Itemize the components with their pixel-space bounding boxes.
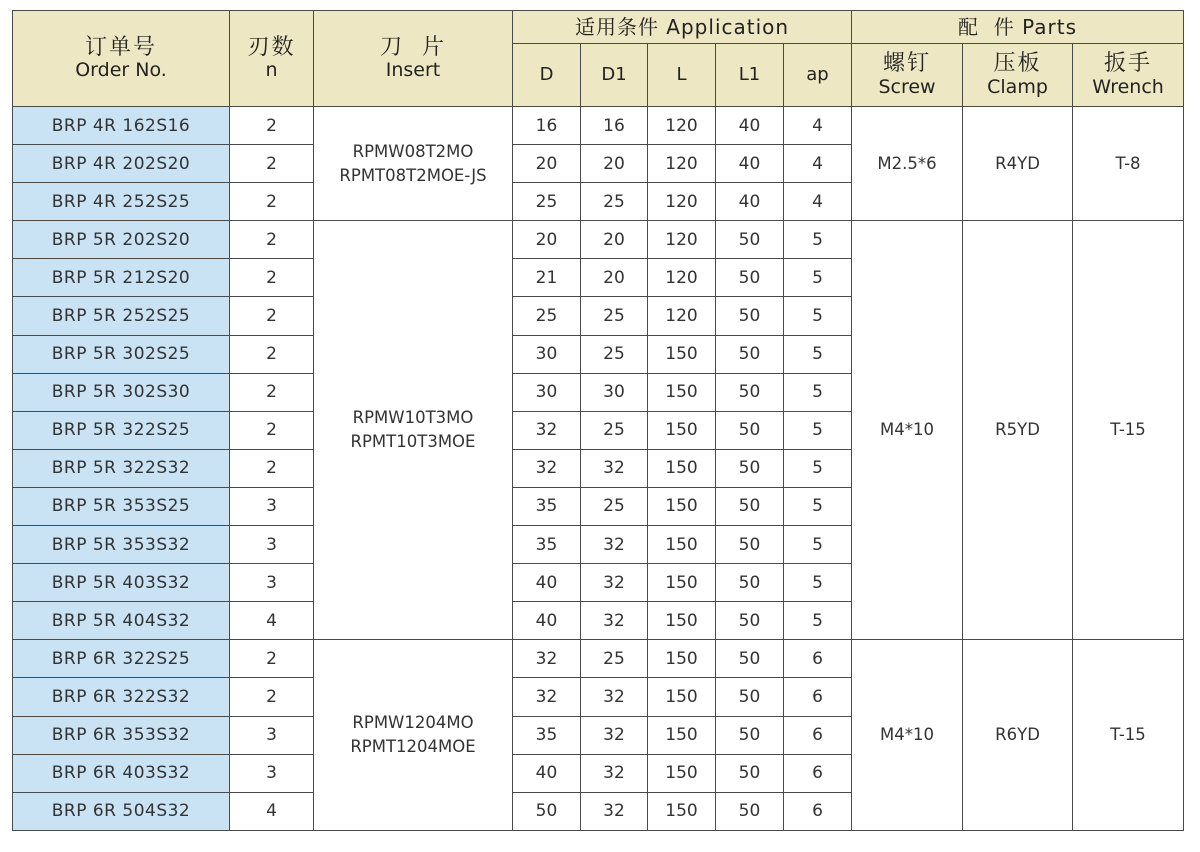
header-insert-en: Insert: [385, 59, 441, 82]
header-D1: D1: [581, 44, 648, 107]
order-no-cell: BRP 4R 252S25: [13, 183, 230, 221]
l1-cell: 50: [716, 449, 784, 487]
header-screw-en: Screw: [878, 75, 936, 98]
insert-code-1: RPMW10T3MO: [352, 408, 474, 428]
screw-cell: M4*10: [852, 221, 963, 640]
table-row: [13, 221, 1184, 259]
order-no-cell: BRP 5R 302S30: [13, 373, 230, 411]
spec-table: [12, 10, 1184, 831]
order-no-cell: BRP 5R 302S25: [13, 335, 230, 373]
header-wrench-en: Wrench: [1092, 75, 1164, 98]
ap-cell: 6: [784, 640, 852, 678]
l-cell: 150: [648, 792, 716, 830]
ap-cell: 6: [784, 754, 852, 792]
d1-cell: 25: [581, 297, 648, 335]
blades-cell: 3: [230, 754, 314, 792]
header-blades: [230, 11, 314, 107]
wrench-cell: T-15: [1073, 221, 1184, 640]
blades-cell: 2: [230, 640, 314, 678]
header-order-no: [13, 11, 230, 107]
insert-code-1: RPMW08T2MO: [352, 141, 474, 161]
header-order-en: Order No.: [75, 59, 167, 82]
header-D: D: [513, 44, 581, 107]
ap-cell: 5: [784, 487, 852, 525]
d-cell: 16: [513, 107, 581, 145]
clamp-cell: R4YD: [963, 107, 1073, 221]
l1-cell: 50: [716, 335, 784, 373]
l1-cell: 50: [716, 373, 784, 411]
header-insert: [314, 11, 513, 107]
l1-cell: 40: [716, 145, 784, 183]
l-cell: 120: [648, 259, 716, 297]
d-cell: 40: [513, 564, 581, 602]
d-cell: 30: [513, 373, 581, 411]
blades-cell: 2: [230, 373, 314, 411]
ap-cell: 4: [784, 107, 852, 145]
blades-cell: 3: [230, 716, 314, 754]
l1-cell: 50: [716, 526, 784, 564]
header-clamp-en: Clamp: [987, 75, 1048, 98]
blades-cell: 2: [230, 335, 314, 373]
header-application: 适用条件 Application: [513, 11, 852, 44]
insert-code-2: RPMT10T3MOE: [350, 432, 476, 452]
l-cell: 150: [648, 335, 716, 373]
ap-cell: 6: [784, 716, 852, 754]
header-L: L: [648, 44, 716, 107]
blades-cell: 2: [230, 411, 314, 449]
header-clamp: [963, 44, 1073, 107]
l-cell: 120: [648, 145, 716, 183]
blades-cell: 2: [230, 221, 314, 259]
blades-cell: 2: [230, 183, 314, 221]
l-cell: 150: [648, 373, 716, 411]
insert-code-1: RPMW1204MO: [352, 713, 474, 733]
blades-cell: 3: [230, 564, 314, 602]
screw-cell: M4*10: [852, 640, 963, 830]
l1-cell: 50: [716, 411, 784, 449]
wrench-cell: T-8: [1073, 107, 1184, 221]
insert-code-2: RPMT08T2MOE-JS: [339, 165, 487, 185]
order-no-cell: BRP 6R 403S32: [13, 754, 230, 792]
ap-cell: 5: [784, 449, 852, 487]
l1-cell: 50: [716, 678, 784, 716]
l1-cell: 50: [716, 754, 784, 792]
d-cell: 25: [513, 183, 581, 221]
blades-cell: 2: [230, 145, 314, 183]
blades-cell: 3: [230, 526, 314, 564]
header-wrench: [1073, 44, 1184, 107]
header-insert-zh: 刀 片: [380, 34, 446, 60]
blades-cell: 4: [230, 792, 314, 830]
d1-cell: 25: [581, 487, 648, 525]
header-order-zh: 订单号: [84, 34, 157, 60]
d-cell: 20: [513, 145, 581, 183]
order-no-cell: BRP 5R 202S20: [13, 221, 230, 259]
clamp-cell: R6YD: [963, 640, 1073, 830]
insert-cell: [314, 640, 513, 830]
ap-cell: 5: [784, 564, 852, 602]
header-screw-zh: 螺钉: [883, 51, 932, 77]
d1-cell: 32: [581, 526, 648, 564]
ap-cell: 6: [784, 678, 852, 716]
blades-cell: 2: [230, 449, 314, 487]
insert-code-2: RPMT1204MOE: [350, 737, 476, 757]
ap-cell: 4: [784, 145, 852, 183]
d1-cell: 32: [581, 678, 648, 716]
ap-cell: 5: [784, 411, 852, 449]
d1-cell: 25: [581, 183, 648, 221]
order-no-cell: BRP 5R 403S32: [13, 564, 230, 602]
l-cell: 120: [648, 221, 716, 259]
d1-cell: 20: [581, 259, 648, 297]
l-cell: 120: [648, 107, 716, 145]
l-cell: 120: [648, 297, 716, 335]
l-cell: 150: [648, 602, 716, 640]
ap-cell: 5: [784, 526, 852, 564]
ap-cell: 5: [784, 297, 852, 335]
order-no-cell: BRP 5R 404S32: [13, 602, 230, 640]
order-no-cell: BRP 5R 353S32: [13, 526, 230, 564]
table-body: [13, 107, 1184, 831]
d1-cell: 16: [581, 107, 648, 145]
header-ap: ap: [784, 44, 852, 107]
d1-cell: 32: [581, 564, 648, 602]
l-cell: 150: [648, 754, 716, 792]
l1-cell: 50: [716, 716, 784, 754]
d1-cell: 20: [581, 145, 648, 183]
header-clamp-zh: 压板: [993, 51, 1042, 77]
order-no-cell: BRP 5R 322S25: [13, 411, 230, 449]
l1-cell: 50: [716, 640, 784, 678]
l1-cell: 50: [716, 602, 784, 640]
l1-cell: 50: [716, 564, 784, 602]
ap-cell: 5: [784, 259, 852, 297]
d-cell: 25: [513, 297, 581, 335]
ap-cell: 5: [784, 335, 852, 373]
order-no-cell: BRP 4R 202S20: [13, 145, 230, 183]
d1-cell: 32: [581, 754, 648, 792]
blades-cell: 2: [230, 259, 314, 297]
d1-cell: 32: [581, 449, 648, 487]
d-cell: 32: [513, 640, 581, 678]
order-no-cell: BRP 4R 162S16: [13, 107, 230, 145]
ap-cell: 4: [784, 183, 852, 221]
order-no-cell: BRP 6R 353S32: [13, 716, 230, 754]
d1-cell: 20: [581, 221, 648, 259]
d1-cell: 25: [581, 335, 648, 373]
d-cell: 32: [513, 449, 581, 487]
l-cell: 150: [648, 449, 716, 487]
header-screw: [852, 44, 963, 107]
l1-cell: 50: [716, 221, 784, 259]
d-cell: 20: [513, 221, 581, 259]
header-blades-zh: 刃数: [247, 34, 296, 60]
blades-cell: 3: [230, 487, 314, 525]
d1-cell: 25: [581, 640, 648, 678]
order-no-cell: BRP 5R 353S25: [13, 487, 230, 525]
l-cell: 120: [648, 183, 716, 221]
header-parts: 配 件 Parts: [852, 11, 1184, 44]
header-L1: L1: [716, 44, 784, 107]
l-cell: 150: [648, 487, 716, 525]
d-cell: 32: [513, 678, 581, 716]
blades-cell: 4: [230, 602, 314, 640]
l1-cell: 50: [716, 297, 784, 335]
blades-cell: 2: [230, 678, 314, 716]
l-cell: 150: [648, 564, 716, 602]
l1-cell: 50: [716, 259, 784, 297]
l1-cell: 50: [716, 792, 784, 830]
d-cell: 50: [513, 792, 581, 830]
table-row: [13, 107, 1184, 145]
d-cell: 30: [513, 335, 581, 373]
insert-cell: [314, 107, 513, 221]
order-no-cell: BRP 5R 212S20: [13, 259, 230, 297]
l-cell: 150: [648, 678, 716, 716]
d1-cell: 32: [581, 602, 648, 640]
insert-cell: [314, 221, 513, 640]
ap-cell: 5: [784, 373, 852, 411]
d-cell: 35: [513, 716, 581, 754]
d-cell: 32: [513, 411, 581, 449]
screw-cell: M2.5*6: [852, 107, 963, 221]
ap-cell: 5: [784, 221, 852, 259]
order-no-cell: BRP 6R 322S25: [13, 640, 230, 678]
l1-cell: 50: [716, 487, 784, 525]
d-cell: 21: [513, 259, 581, 297]
order-no-cell: BRP 6R 504S32: [13, 792, 230, 830]
d-cell: 40: [513, 754, 581, 792]
d-cell: 35: [513, 487, 581, 525]
header-wrench-zh: 扳手: [1104, 51, 1153, 77]
l-cell: 150: [648, 526, 716, 564]
ap-cell: 6: [784, 792, 852, 830]
ap-cell: 5: [784, 602, 852, 640]
d-cell: 35: [513, 526, 581, 564]
clamp-cell: R5YD: [963, 221, 1073, 640]
d1-cell: 30: [581, 373, 648, 411]
d1-cell: 32: [581, 792, 648, 830]
d-cell: 40: [513, 602, 581, 640]
blades-cell: 2: [230, 107, 314, 145]
l1-cell: 40: [716, 107, 784, 145]
order-no-cell: BRP 6R 322S32: [13, 678, 230, 716]
order-no-cell: BRP 5R 322S32: [13, 449, 230, 487]
order-no-cell: BRP 5R 252S25: [13, 297, 230, 335]
d1-cell: 32: [581, 716, 648, 754]
header-blades-en: n: [265, 59, 278, 82]
l-cell: 150: [648, 716, 716, 754]
wrench-cell: T-15: [1073, 640, 1184, 830]
l-cell: 150: [648, 411, 716, 449]
blades-cell: 2: [230, 297, 314, 335]
l-cell: 150: [648, 640, 716, 678]
l1-cell: 40: [716, 183, 784, 221]
d1-cell: 25: [581, 411, 648, 449]
table-row: [13, 640, 1184, 678]
table-header: [13, 11, 1184, 107]
